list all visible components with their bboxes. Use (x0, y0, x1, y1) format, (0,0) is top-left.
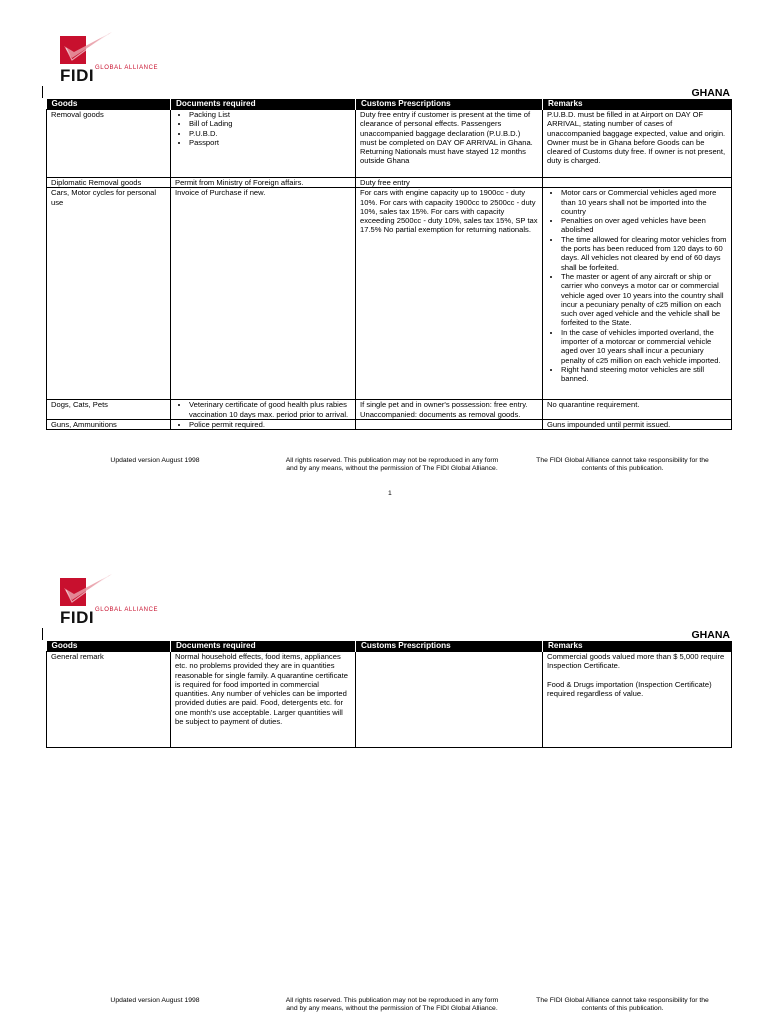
footer-updated: Updated version August 1998 (110, 457, 200, 464)
header-customs: Customs Prescriptions (356, 99, 543, 110)
page-2 (0, 542, 768, 1024)
header-remarks: Remarks (543, 641, 732, 652)
list-item: • Police permit required. (189, 420, 351, 429)
footer-rights: All rights reserved. This publication may not be reproduced in any form and by any means, without the permission of The FIDI Global Alliance. (285, 997, 499, 1012)
remark-text: Food & Drugs importation (Inspection Certificate) required regardless of value. (547, 679, 712, 698)
table-header (47, 99, 732, 110)
footer-disclaimer: The FIDI Global Alliance cannot take responsibility for the contents of this publication. (536, 457, 709, 472)
goods-cell: Cars, Motor cycles for personal use (47, 188, 171, 400)
header-goods: Goods (47, 641, 171, 652)
list-item: • Bill of Lading (189, 119, 351, 128)
goods-cell: Guns, Ammunitions (47, 419, 171, 429)
remarks-cell: No quarantine requirement. (543, 400, 732, 420)
list-item: • Packing List (189, 110, 351, 119)
list-item: • Passport (189, 138, 351, 147)
list-item: • In the case of vehicles imported overland, the importer of a motorcar or commercial vehicle aged over 10 years shall incur a pecuniary penalty of c25 million on each vehicle imported. (561, 328, 727, 365)
customs-table (46, 99, 732, 430)
header-remarks: Remarks (543, 99, 732, 110)
remarks-list (547, 188, 727, 383)
list-item: • Penalties on over aged vehicles have been abolished (561, 216, 727, 235)
documents-cell (171, 419, 356, 429)
table-header (47, 641, 732, 652)
documents-list (175, 110, 351, 147)
header-goods: Goods (47, 99, 171, 110)
goods-cell: Removal goods (47, 110, 171, 178)
table-row (47, 110, 732, 178)
logo-subtitle: GLOBAL ALLIANCE (95, 607, 159, 613)
documents-cell: Normal household effects, food items, appliances etc. no problems provided they are in quantities reasonable for single family. A quarantine certificate is required for food imported in commercial quantities. Any number of vehicles can be imported provided duties are paid. Food, detergents etc. for one month's use acceptable. Larger quantities will be subject to payment of duties. (171, 652, 356, 748)
header-customs: Customs Prescriptions (356, 641, 543, 652)
list-item: • The master or agent of any aircraft or ship or carrier who conveys a motor car or commercial vehicle aged over 10 years into the country shall incur a pecuniary penalty of c25 million on each such over aged vehicle and the vehicle shall be forfeited to the State. (561, 272, 727, 328)
documents-cell (171, 110, 356, 178)
customs-cell: For cars with engine capacity up to 1900cc - duty 10%. For cars with capacity 1900cc to 2500cc - duty 10%, sales tax 15%. For cars with capacity exceeding 2500cc - duty 10%, sales tax 15%, SP tax 17.5% No partial exemption for returning nationals. (356, 188, 543, 400)
logo-wordmark: FIDI (60, 608, 95, 627)
country-title: GHANA (691, 629, 730, 641)
list-item: • The time allowed for clearing motor vehicles from the ports has been reduced from 120 days to 60 days. All vehicles not cleared by end of 60 days shall be forfeited. (561, 235, 727, 272)
customs-cell (356, 652, 543, 748)
table-row (47, 652, 732, 748)
margin-mark (42, 628, 43, 640)
documents-list (175, 420, 351, 429)
customs-cell: Duty free entry if customer is present at the time of clearance of personal effects. Passengers unaccompanied baggage declaration (P.U.B.D.) must be completed on DAY OF ARRIVAL in Ghana. Returning Nationals must have stayed 12 months outside Ghana (356, 110, 543, 178)
list-item: • Veterinary certificate of good health plus rabies vaccination 10 days max. period prior to arrival. (189, 400, 351, 419)
footer-rights: All rights reserved. This publication may not be reproduced in any form and by any means, without the permission of The FIDI Global Alliance. (285, 457, 499, 472)
footer-updated: Updated version August 1998 (110, 997, 200, 1004)
table-row (47, 178, 732, 188)
margin-mark (42, 86, 43, 98)
list-item: • Right hand steering motor vehicles are still banned. (561, 365, 727, 384)
goods-cell: Diplomatic Removal goods (47, 178, 171, 188)
customs-table (46, 641, 732, 748)
remarks-cell (543, 178, 732, 188)
country-title: GHANA (691, 87, 730, 99)
fidi-logo (50, 572, 162, 627)
logo-wordmark: FIDI (60, 66, 95, 85)
goods-cell: General remark (47, 652, 171, 748)
documents-cell: Permit from Ministry of Foreign affairs. (171, 178, 356, 188)
documents-cell (171, 400, 356, 420)
documents-cell: Invoice of Purchase if new. (171, 188, 356, 400)
page-number: 1 (388, 490, 392, 497)
fidi-logo (50, 30, 162, 85)
table-row (47, 188, 732, 400)
goods-cell: Dogs, Cats, Pets (47, 400, 171, 420)
footer-disclaimer: The FIDI Global Alliance cannot take responsibility for the contents of this publication. (536, 997, 709, 1012)
remarks-cell: P.U.B.D. must be filled in at Airport on DAY OF ARRIVAL, stating number of cases of unaccompanied baggage expected, value and origin. Owner must be in Ghana before Goods can be cleared of Customs duty free. If owner is not present, duty is charged. (543, 110, 732, 178)
customs-cell: If single pet and in owner's possession: free entry. Unaccompanied: documents as removal goods. (356, 400, 543, 420)
header-documents: Documents required (171, 99, 356, 110)
header-documents: Documents required (171, 641, 356, 652)
table-row (47, 419, 732, 429)
remark-text: Commercial goods valued more than $ 5,000 require Inspection Certificate. (547, 652, 725, 671)
documents-list (175, 400, 351, 419)
remarks-cell (543, 652, 732, 748)
remarks-cell (543, 188, 732, 400)
list-item: • Motor cars or Commercial vehicles aged more than 10 years shall not be imported into the country (561, 188, 727, 216)
customs-cell: Duty free entry (356, 178, 543, 188)
customs-cell (356, 419, 543, 429)
list-item: • P.U.B.D. (189, 129, 351, 138)
logo-subtitle: GLOBAL ALLIANCE (95, 65, 159, 71)
table-row (47, 400, 732, 420)
remarks-cell: Guns impounded until permit issued. (543, 419, 732, 429)
